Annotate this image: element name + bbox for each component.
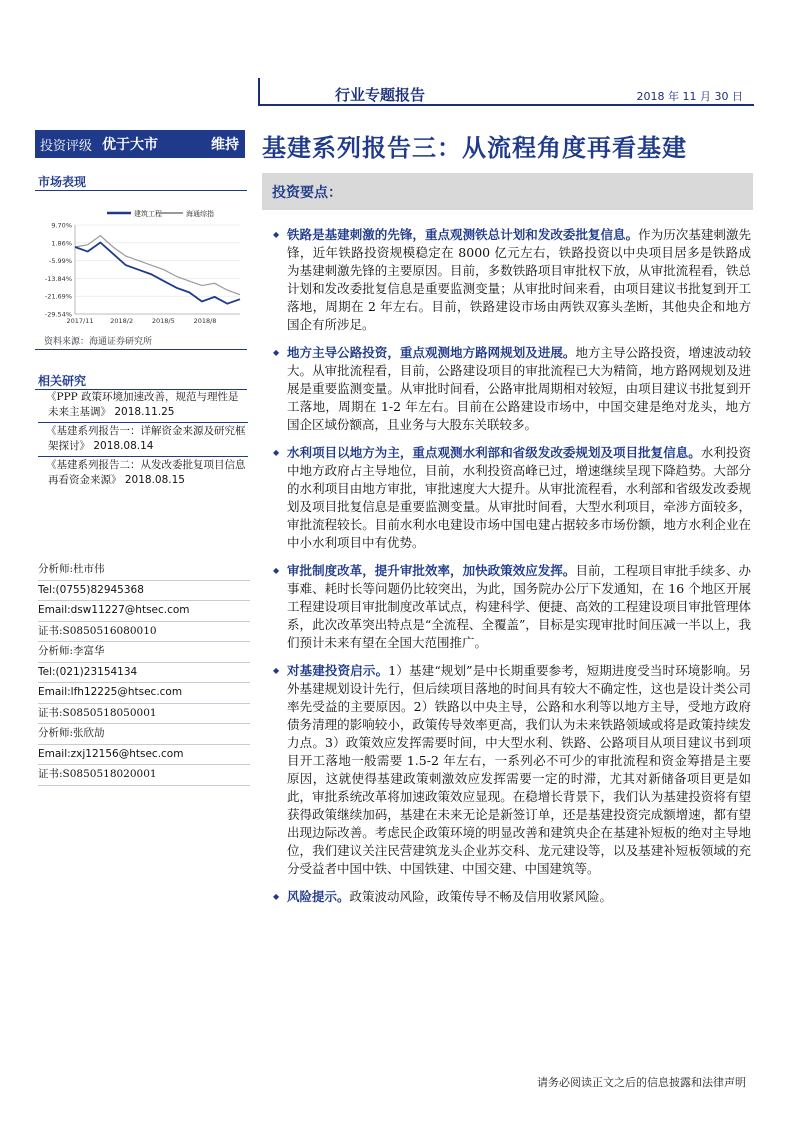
related-date: 2018.08.15 [124,474,185,486]
key-point-body: 作为历次基建刺激先锋，近年铁路投资规模稳定在 8000 亿元左右，铁路投资以中央项目居多是铁路成为基建刺激先锋的主要原因。目前，多数铁路项目审批权下放，从审批流程看，铁总计划和发改委批复信息是重要监测变量；从审批时间来看，由项目建议书批复到开工落地，周期在 2 年左右。目前，铁路建设市场由两铁双寡头垄断，其他央企和地方国企有所涉足。 [287,227,751,332]
x-tick-label: 2018/2 [110,317,134,325]
key-point [273,444,751,552]
chart-legend [107,209,214,218]
y-tick-label: -21.69% [44,292,72,301]
related-title: 《基建系列报告二：从发改委批复项目信息再看资金来源》 [46,459,246,486]
key-point-lead: 地方主导公路投资，重点观测地方路网规划及进展。 [287,345,576,360]
analyst-tel: Tel:(021)23154134 [38,663,250,684]
key-point-body: 水利投资中地方政府占主导地位，目前，水利投资高峰已过，增速继续呈现下降趋势。大部分的水利项目由地方审批，审批速度大大提升。从审批流程看，水利部和省级发改委规划及项目批复信息是重要监测变量。从审批时间看，大型水利项目，牵涉方面较多，审批流程较长。目前水利水电建设市场中国电建占据较多市场份额，地方水利企业在中小水利项目中有优势。 [287,445,751,550]
header-rule [258,104,754,106]
key-point-body: 目前，工程项目审批手续多、办事难、耗时长等问题仍比较突出，为此，国务院办公厅下发通知，在 16 个地区开展工程建设项目审批制度改革试点，构建科学、便捷、高效的工程建设项目审批管理体系，此次改革突出特点是“全流程、全覆盖”，目标是实现审批时间压减一半以上，我们预计未来有望在全国大范围推广。 [287,563,751,650]
analyst-email[interactable]: Email:zxj12156@htsec.com [38,745,250,766]
x-tick-label: 2017/11 [66,317,94,325]
legend-label-index: 海通综指 [186,210,214,218]
key-points-body [273,226,751,916]
key-point-lead: 铁路是基建刺激的先锋，重点观测铁总计划和发改委批复信息。 [287,227,639,242]
market-heading: 市场表现 [38,175,87,189]
analyst-cert: 证书:S0850518020001 [38,765,250,786]
series-line [75,242,240,303]
key-point-lead: 风险提示。 [287,889,350,904]
report-date: 2018 年 11 月 30 日 [636,90,743,103]
y-tick-label: 9.70% [51,221,72,230]
chart-source: 资料来源：海通证券研究所 [44,337,153,347]
y-tick-label: -5.99% [49,257,72,266]
rating-status: 维持 [211,137,239,153]
y-tick-label: 1.86% [51,239,72,248]
analyst-email[interactable]: Email:lfh12225@htsec.com [38,683,250,704]
key-point-lead: 审批制度改革，提升审批效率，加快政策效应发挥。 [287,563,576,578]
key-point [273,562,751,652]
y-tick-label: -13.84% [44,274,72,283]
analyst-name: 分析师:张欣劼 [38,724,250,745]
key-points-heading: 投资要点： [272,185,342,201]
analyst-email[interactable]: Email:dsw11227@htsec.com [38,601,250,622]
rating-value: 优于大市 [102,137,159,153]
key-point-body: 1）基建“规划”是中长期重要参考，短期进度受当时环境影响。另外基建规划设计先行，但后续项目落地的时间具有较大不确定性，这也是设计类公司率先受益的主要原因。2）铁路以中央主导，公路和水利等以地方主导，受地方政府债务清理的影响较小，政策传导效率更高，我们认为未来铁路领域或将是政策持续发力点。3）政策效应发挥需要时间，中大型水利、铁路、公路项目从项目建议书到项目开工落地一般需要 1.5-2 年左右，一系列必不可少的审批流程和资金筹措是主要原因，这就使得基建政策刺激效应发挥需要一定的时滞，尤其对新储备项目更是如此，审批系统改革将加速政策效应显现。在稳增长背景下，我们认为基建投资将有望获得政策继续加码，基建在未来无论是新签订单，还是基建投资完成额增速，都有望出现边际改善。考虑民企政策环境的明显改善和建筑央企在基建补短板的绝对主导地位，我们建议关注民营建筑龙头企业苏交科、龙元建设等，以及基建补短板领域的充分受益者中国中铁、中国铁建、中国交建、中国建筑等。 [287,663,751,876]
related-item[interactable] [38,389,248,423]
key-point-body: 政策波动风险，政策传导不畅及信用收紧风险。 [349,889,613,904]
analyst-name: 分析师:李富华 [38,642,250,663]
key-point-body: 地方主导公路投资，增速波动较大。从审批流程看，目前，公路建设项目的审批流程已大为精简，地方路网规划及进展是重要监测变量。从审批时间看，公路审批周期相对较短，由项目建议书批复到开工落地，周期在 1-2 年左右。目前在公路建设市场中，中国交建是绝对龙头，地方国企区域份额高，且业务与大股东关联较多。 [287,345,751,432]
x-tick-label: 2018/8 [193,317,217,325]
disclaimer-footer: 请务必阅读正文之后的信息披露和法律声明 [537,1076,746,1089]
divider [35,349,247,350]
report-title: 基建系列报告三：从流程角度再看基建 [262,133,687,162]
divider [35,190,247,191]
key-point [273,888,751,906]
analyst-name: 分析师:杜市伟 [38,560,250,581]
key-point-lead: 水利项目以地方为主，重点观测水利部和省级发改委规划及项目批复信息。 [287,445,701,460]
series-line [75,236,240,295]
key-point [273,344,751,434]
analyst-cert: 证书:S0850516080010 [38,622,250,643]
y-tick-label: -29.54% [44,310,72,319]
legend-label-construction: 建筑工程 [134,210,162,218]
related-item[interactable] [38,457,248,490]
related-title: 《PPP 政策环境加速改善，规范与理性是未来主基调》 [46,391,239,418]
key-point [273,662,751,878]
related-date: 2018.11.25 [114,406,175,418]
related-heading: 相关研究 [38,374,87,388]
key-point [273,226,751,334]
related-item[interactable] [38,423,248,457]
report-type: 行业专题报告 [334,86,425,104]
analyst-cert: 证书:S0850518050001 [38,704,250,725]
rating-bar [35,130,245,158]
related-list [38,389,248,490]
rating-label: 投资评级 [40,138,93,154]
market-chart [35,198,247,326]
related-title: 《基建系列报告一：详解资金来源及研究框架探讨》 [46,425,246,452]
key-point-lead: 对基建投资启示。 [287,663,389,678]
related-date: 2018.08.14 [93,440,154,452]
x-tick-label: 2018/5 [151,317,175,325]
analyst-list [38,560,250,786]
analyst-tel: Tel:(0755)82945368 [38,581,250,602]
